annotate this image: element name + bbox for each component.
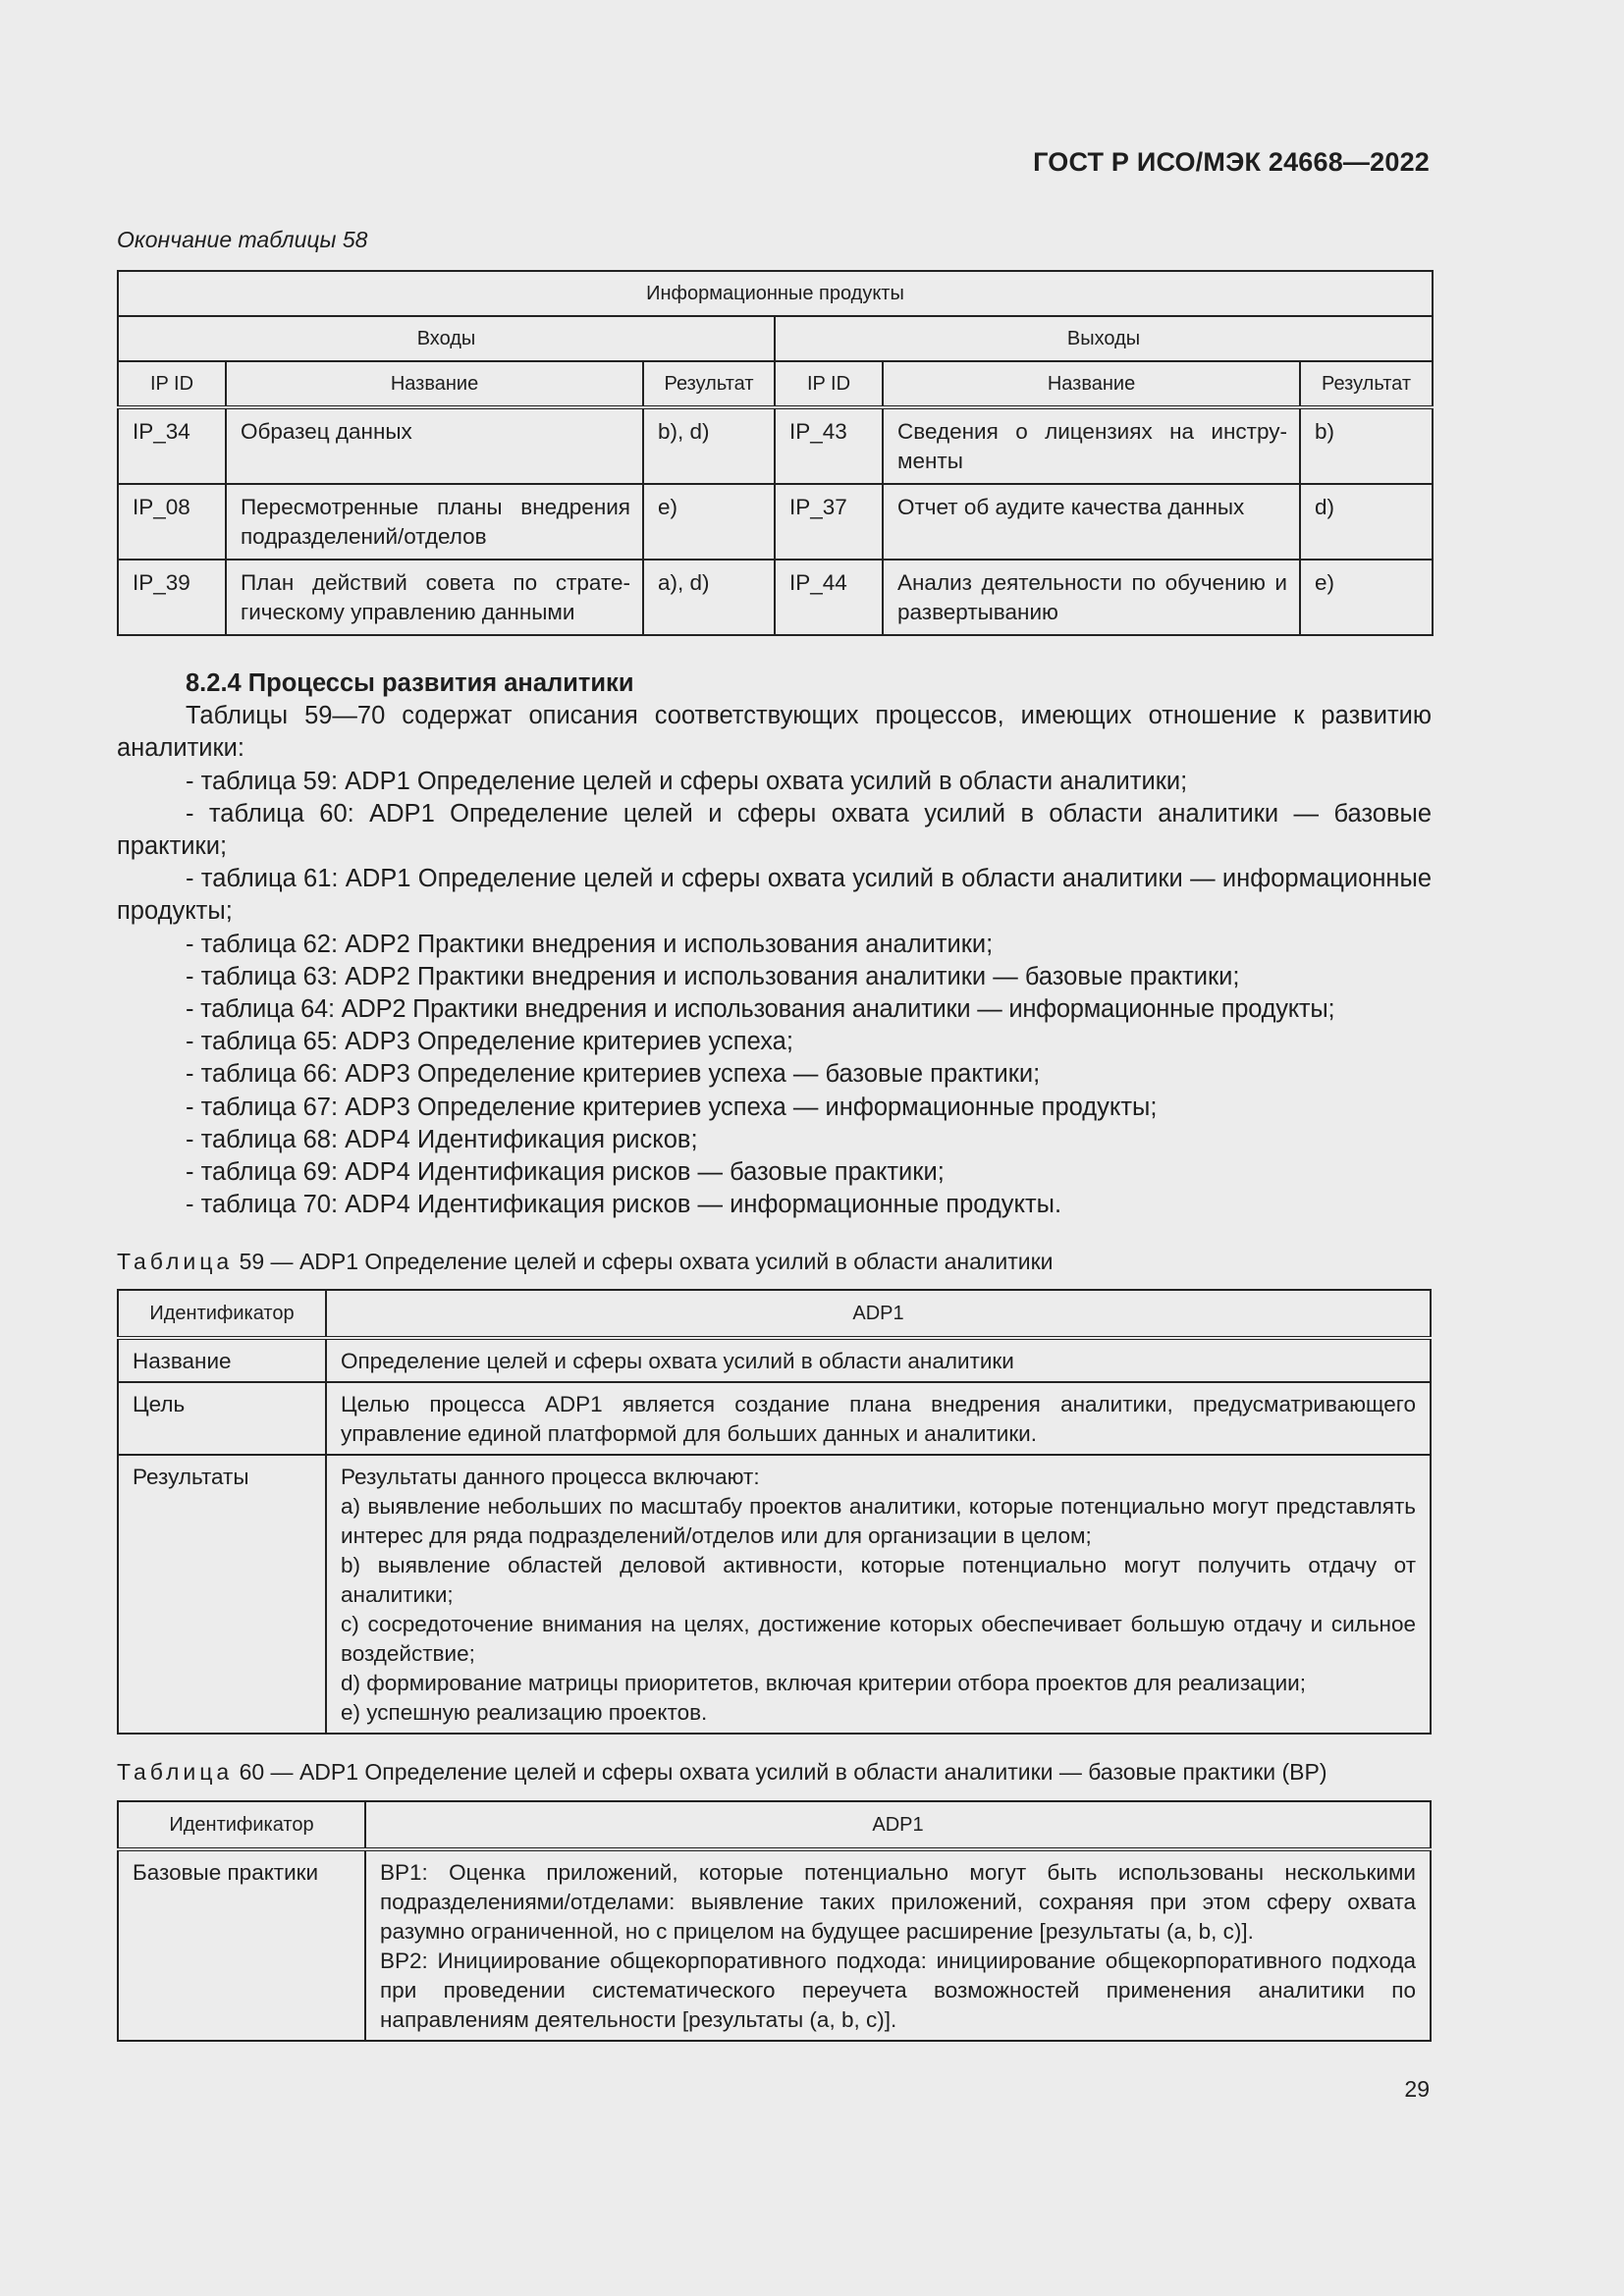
output-name: Анализ деятельности по обучению и развертыванию (883, 560, 1300, 635)
section-heading: 8.2.4 Процессы развития аналитики (186, 669, 634, 697)
results-line: e) успешную реализацию проектов. (341, 1700, 708, 1725)
table-58-title: Информационные продукты (118, 271, 1433, 316)
list-item: - таблица 66: ADP3 Определение критериев успеха — базовые практики; (186, 1060, 1041, 1089)
output-ip-id: IP_44 (775, 560, 883, 635)
list-item: - таблица 62: ADP2 Практики внедрения и использования аналитики; (186, 930, 994, 958)
table-row (118, 560, 1433, 635)
results-line: Результаты данного процесса включают: (341, 1465, 760, 1489)
row-label-results: Результаты (118, 1455, 326, 1734)
output-name: Отчет об аудите качества данных (883, 484, 1300, 560)
section-intro: Таблицы 59—70 содержат описания соответствующих процессов, имеющих отношение к развитию аналитики: (117, 702, 1432, 763)
col-header-name: Название (883, 361, 1300, 407)
output-name: Сведения о лицензиях на инструменты (883, 407, 1300, 484)
table-row (118, 407, 1433, 484)
input-result: a), d) (643, 560, 775, 635)
table-row (118, 1455, 1431, 1734)
table-caption-word: Таблица (117, 1249, 234, 1274)
table-row (118, 1382, 1431, 1455)
row-value-goal: Целью процесса ADP1 является создание плана внедрения аналитики, предусматривающего управление единой платформой для больших данных и аналитики. (326, 1382, 1431, 1455)
results-line: c) сосредоточение внимания на целях, достижение которых обеспечивает большую отдачу и сильное воздействие; (341, 1612, 1416, 1666)
col-header-ip-id: IP ID (775, 361, 883, 407)
list-item: - таблица 70: ADP4 Идентификация рисков — информационные продукты. (186, 1191, 1062, 1219)
output-result: b) (1300, 407, 1433, 484)
row-label-name: Название (118, 1338, 326, 1382)
base-practice-line: BP2: Инициирование общекорпоративного подхода: инициирование общекорпоративного подхода при проведении систематического переучета возможностей применения аналитики по направлениям деятельности [результаты (a, b, c)]. (380, 1949, 1416, 2032)
outputs-header: Выходы (775, 316, 1433, 361)
base-practice-line: BP1: Оценка приложений, которые потенциально могут быть использованы несколькими подразделениями/отделами: выявление таких приложений, сохраняя при этом сферу охвата разумно ограниченной, но с прицелом на будущее расширение [результаты (a, b, c)]. (380, 1860, 1416, 1944)
table-60-caption (117, 1759, 1327, 1786)
row-value-name: Определение целей и сферы охвата усилий в области аналитики (326, 1338, 1431, 1382)
table-59-caption (117, 1249, 1054, 1275)
input-name: Образец данных (226, 407, 643, 484)
input-ip-id: IP_34 (118, 407, 226, 484)
col-header-result: Результат (643, 361, 775, 407)
input-ip-id: IP_08 (118, 484, 226, 560)
row-value-base-practices (365, 1849, 1431, 2041)
list-item: - таблица 68: ADP4 Идентификация рисков; (186, 1125, 698, 1153)
col-header-identifier: Идентификатор (118, 1290, 326, 1338)
page-number: 29 (1404, 2076, 1430, 2102)
output-ip-id: IP_37 (775, 484, 883, 560)
col-header-adp1: ADP1 (365, 1801, 1431, 1849)
col-header-result: Результат (1300, 361, 1433, 407)
table-row (118, 484, 1433, 560)
input-result: b), d) (643, 407, 775, 484)
section-8-2-4 (117, 667, 1432, 1221)
list-item: - таблица 67: ADP3 Определение критериев успеха — информационные продукты; (186, 1093, 1158, 1121)
list-item: - таблица 59: ADP1 Определение целей и сферы охвата усилий в области аналитики; (186, 767, 1188, 795)
col-header-name: Название (226, 361, 643, 407)
input-ip-id: IP_39 (118, 560, 226, 635)
inputs-header: Входы (118, 316, 775, 361)
output-result: e) (1300, 560, 1433, 635)
table-59 (117, 1289, 1432, 1735)
list-item: - таблица 69: ADP4 Идентификация рисков — базовые практики; (186, 1158, 945, 1187)
table-caption-text: 59 — ADP1 Определение целей и сферы охвата усилий в области аналитики (239, 1249, 1054, 1274)
list-item: - таблица 65: ADP3 Определение критериев успеха; (186, 1028, 793, 1056)
col-header-ip-id: IP ID (118, 361, 226, 407)
input-result: e) (643, 484, 775, 560)
table-caption-text: 60 — ADP1 Определение целей и сферы охвата усилий в области аналитики — базовые практики (BP) (239, 1759, 1327, 1785)
input-name: Пересмотренные планы внедрения подразделений/отделов (226, 484, 643, 560)
list-item: - таблица 60: ADP1 Определение целей и сферы охвата усилий в области аналитики — базовые практики; (117, 799, 1432, 861)
table-58 (117, 270, 1434, 636)
output-result: d) (1300, 484, 1433, 560)
table-caption-word: Таблица (117, 1759, 234, 1785)
table-row (118, 1338, 1431, 1382)
table-60 (117, 1800, 1432, 2042)
output-ip-id: IP_43 (775, 407, 883, 484)
table-row (118, 1849, 1431, 2041)
col-header-adp1: ADP1 (326, 1290, 1431, 1338)
results-line: b) выявление областей деловой активности, которые потенциально могут получить отдачу от аналитики; (341, 1553, 1416, 1607)
col-header-identifier: Идентификатор (118, 1801, 365, 1849)
row-value-results (326, 1455, 1431, 1734)
table-58-continuation-caption: Окончание таблицы 58 (117, 227, 368, 252)
list-item: - таблица 63: ADP2 Практики внедрения и использования аналитики — базовые практики; (186, 962, 1240, 990)
document-id-header: ГОСТ Р ИСО/МЭК 24668—2022 (1033, 147, 1430, 177)
row-label-base-practices: Базовые практики (118, 1849, 365, 2041)
results-line: d) формирование матрицы приоритетов, включая критерии отбора проектов для реализации; (341, 1671, 1306, 1695)
results-line: a) выявление небольших по масштабу проектов аналитики, которые потенциально могут представлять интерес для ряда подразделений/отделов или для организации в целом; (341, 1494, 1416, 1548)
list-item: - таблица 61: ADP1 Определение целей и сферы охвата усилий в области аналитики — информационные продукты; (117, 865, 1432, 926)
row-label-goal: Цель (118, 1382, 326, 1455)
input-name: План действий совета по стратегическому управлению данными (226, 560, 643, 635)
list-item: - таблица 64: ADP2 Практики внедрения и использования аналитики — информационные продукты; (186, 995, 1335, 1024)
